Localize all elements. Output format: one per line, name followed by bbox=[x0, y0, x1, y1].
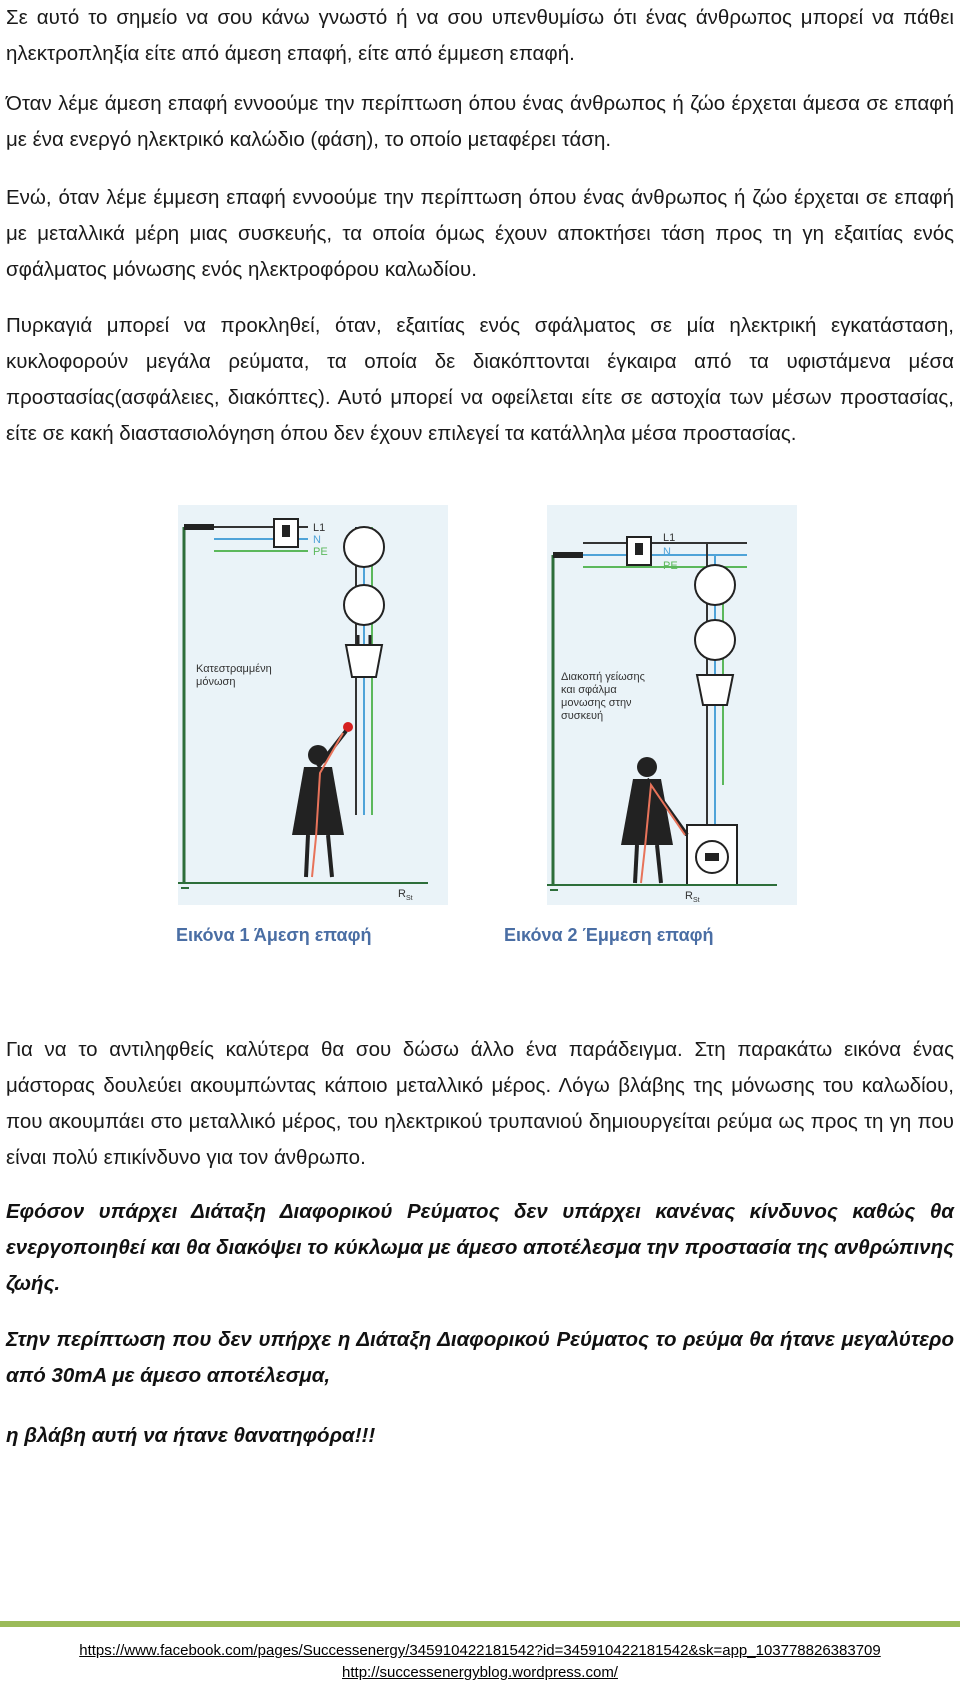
resistance-subscript: St bbox=[693, 897, 700, 904]
wire-n-label: N bbox=[313, 534, 321, 546]
resistance-label: R bbox=[685, 890, 693, 902]
figure-caption-indirect: Εικόνα 2 Έμμεση επαφή bbox=[504, 925, 714, 945]
paragraph-indirect-contact: Ενώ, όταν λέμε έμμεση επαφή εννοούμε την περίπτωση όπου ένας άνθρωπος ή ζώο έρχεται σε επαφή με μεταλλικά μέρη μιας συσκευής, τα οποία όμως έχουν αποκτήσει τάση προς τη γη εξαιτίας ενός σφάλματος μόνωσης ενός ηλεκτροφόρου καλωδίου. bbox=[6, 186, 954, 281]
paragraph-fatal: η βλάβη αυτή να ήτανε θανατηφόρα!!! bbox=[6, 1424, 376, 1447]
paragraph-intro: Σε αυτό το σημείο να σου κάνω γνωστό ή να σου υπενθυμίσω ότι ένας άνθρωπος μπορεί να πάθει ηλεκτροπληξία είτε από άμεση επαφή, είτε από έμμεση επαφή. bbox=[6, 6, 954, 65]
footer-blog-link[interactable]: http://successenergyblog.wordpress.com/ bbox=[342, 1664, 618, 1681]
resistance-subscript: St bbox=[406, 895, 413, 902]
indirect-contact-diagram bbox=[547, 505, 797, 905]
footer-divider bbox=[0, 1621, 960, 1627]
damaged-insulation-label: Κατεστραμμένη μόνωση bbox=[196, 663, 272, 688]
wire-l1-label: L1 bbox=[663, 532, 676, 544]
fault-label: Διακοπή γείωσης και σφάλμα μονωσης στην συσκευή bbox=[561, 671, 645, 722]
figure-indirect-contact bbox=[547, 505, 797, 905]
wire-n-label: N bbox=[663, 546, 671, 558]
paragraph-no-rcd: Στην περίπτωση που δεν υπήρχε η Διάταξη Διαφορικού Ρεύματος το ρεύμα θα ήτανε μεγαλύτερο από 30mA με άμεσο αποτέλεσμα, bbox=[6, 1328, 954, 1387]
paragraph-fire: Πυρκαγιά μπορεί να προκληθεί, όταν, εξαιτίας ενός σφάλματος σε μία ηλεκτρική εγκατάσταση, κυκλοφορούν μεγάλα ρεύματα, τα οποία δε διακόπτονται έγκαιρα από τα υφιστάμενα μέσα προστασίας(ασφάλειες, διακόπτες). Αυτό μπορεί να οφείλεται είτε σε αστοχία των μέσων προστασίας, είτε σε κακή διαστασιολόγηση όπου δεν έχουν επιλεγεί τα κατάλληλα μέσα προστασίας. bbox=[6, 314, 954, 445]
footer-facebook-link[interactable]: https://www.facebook.com/pages/Successenergy/345910422181542?id=345910422181542&sk=app_103778826383709 bbox=[79, 1642, 881, 1659]
wire-pe-label: PE bbox=[663, 560, 678, 572]
paragraph-direct-contact: Όταν λέμε άμεση επαφή εννοούμε την περίπτωση όπου ένας άνθρωπος ή ζώο έρχεται άμεσα σε επαφή με ένα ενεργό ηλεκτρικό καλώδιο (φάση), το οποίο μεταφέρει τάση. bbox=[6, 92, 954, 151]
wire-l1-label: L1 bbox=[313, 522, 326, 534]
wire-pe-label: PE bbox=[313, 546, 328, 558]
paragraph-example: Για να το αντιληφθείς καλύτερα θα σου δώσω άλλο ένα παράδειγμα. Στη παρακάτω εικόνα ένας μάστορας δουλεύει ακουμπώντας κάποιο μεταλλικό μέρος. Λόγω βλάβης της μόνωσης του καλωδίου, που ακουμπάει στο μεταλλικό μέρος, του ηλεκτρικού τρυπανιού δημιουργείται ρεύμα ως προς τη γη που είναι πολύ επικίνδυνο για τον άνθρωπο. bbox=[6, 1038, 954, 1169]
figure-direct-contact bbox=[178, 505, 448, 905]
paragraph-rcd-protection: Εφόσον υπάρχει Διάταξη Διαφορικού Ρεύματος δεν υπάρχει κανένας κίνδυνος καθώς θα ενεργοποιηθεί και θα διακόψει το κύκλωμα με άμεσο αποτέλεσμα την προστασία της ανθρώπινης ζωής. bbox=[6, 1200, 954, 1295]
direct-contact-diagram bbox=[178, 505, 448, 905]
figure-caption-direct: Εικόνα 1 Άμεση επαφή bbox=[176, 925, 372, 945]
resistance-label: R bbox=[398, 888, 406, 900]
